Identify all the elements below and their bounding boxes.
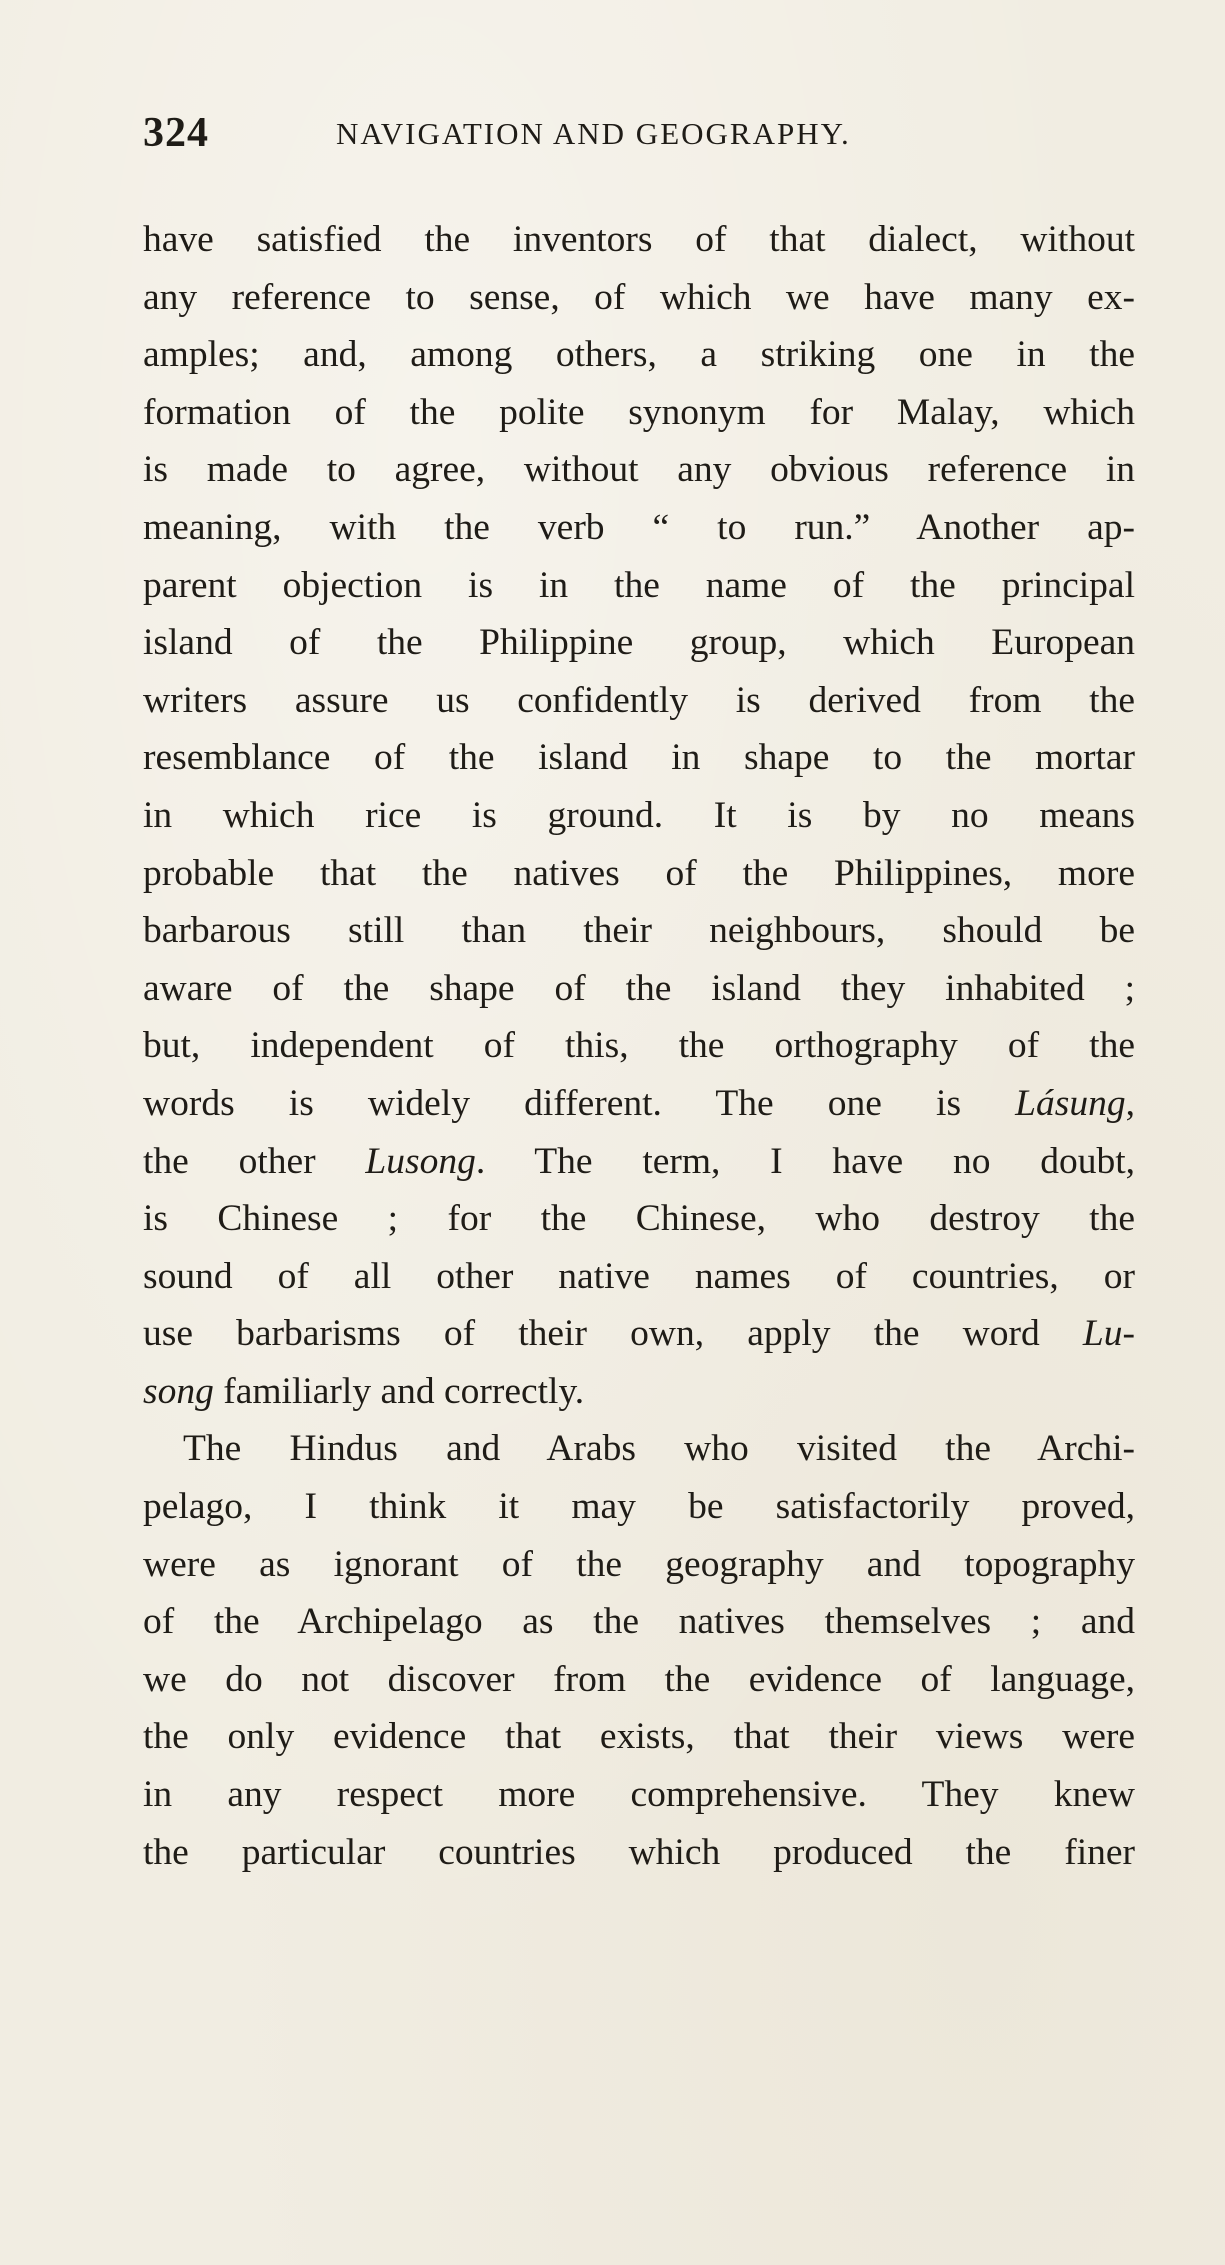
text-run: The Hindus and Arabs who visited the Archi- xyxy=(183,1428,1135,1470)
text-line xyxy=(143,1075,1135,1133)
text-line xyxy=(143,1017,1135,1075)
text-line xyxy=(143,211,1135,269)
text-run: we do not discover from the evidence of language, xyxy=(143,1658,1135,1700)
text-run: words is widely different. The one is xyxy=(143,1082,1016,1124)
text-line xyxy=(143,1651,1135,1709)
text-run: meaning, with the verb “ to run.” Another ap- xyxy=(143,506,1135,548)
text-run: familiarly and correctly. xyxy=(213,1370,585,1412)
text-line xyxy=(143,384,1135,442)
text-line xyxy=(143,1133,1135,1191)
text-run: any reference to sense, of which we have many ex- xyxy=(143,276,1135,318)
text-run: island of the Philippine group, which European xyxy=(143,622,1135,664)
text-run: . The term, I have no doubt, xyxy=(475,1140,1135,1182)
text-run: use barbarisms of their own, apply the word xyxy=(143,1313,1083,1355)
text-run: writers assure us confidently is derived from the xyxy=(143,679,1135,721)
italic-word: Lusong xyxy=(365,1140,476,1182)
text-run: , xyxy=(1125,1082,1135,1124)
text-run: resemblance of the island in shape to the mortar xyxy=(143,737,1135,779)
text-line xyxy=(143,557,1135,615)
text-run: parent objection is in the name of the principal xyxy=(143,564,1135,606)
text-run: of the Archipelago as the natives themselves ; and xyxy=(143,1601,1135,1643)
text-run: amples; and, among others, a striking one in the xyxy=(143,334,1135,376)
text-run: formation of the polite synonym for Malay, which xyxy=(143,391,1135,433)
text-line xyxy=(143,1824,1135,1882)
text-run: probable that the natives of the Philippines, more xyxy=(143,852,1135,894)
text-line xyxy=(143,441,1135,499)
text-line xyxy=(143,1478,1135,1536)
text-line xyxy=(143,1420,1135,1478)
text-line xyxy=(143,1708,1135,1766)
text-line xyxy=(143,1766,1135,1824)
text-run: in any respect more comprehensive. They knew xyxy=(143,1774,1135,1816)
text-line xyxy=(143,499,1135,557)
text-line xyxy=(143,614,1135,672)
text-line xyxy=(143,1363,1135,1421)
text-line xyxy=(143,845,1135,903)
text-run: the particular countries which produced the finer xyxy=(143,1831,1135,1873)
text-run: but, independent of this, the orthography of the xyxy=(143,1025,1135,1067)
text-line xyxy=(143,269,1135,327)
text-run: sound of all other native names of countries, or xyxy=(143,1255,1135,1297)
text-run: in which rice is ground. It is by no means xyxy=(143,794,1135,836)
text-run: barbarous still than their neighbours, should be xyxy=(143,910,1135,952)
italic-word: Lu- xyxy=(1082,1313,1135,1355)
text-run: pelago, I think it may be satisfactorily proved, xyxy=(143,1486,1135,1528)
text-line xyxy=(143,1305,1135,1363)
text-line xyxy=(143,729,1135,787)
text-run: have satisfied the inventors of that dialect, without xyxy=(143,219,1135,260)
text-run: the other xyxy=(143,1140,366,1182)
text-run: were as ignorant of the geography and topography xyxy=(143,1543,1135,1585)
text-line xyxy=(143,1248,1135,1306)
text-line xyxy=(143,672,1135,730)
text-line xyxy=(143,1536,1135,1594)
page-number: 324 xyxy=(143,110,209,156)
text-line xyxy=(143,1593,1135,1651)
text-line xyxy=(143,326,1135,384)
italic-word: Lásung xyxy=(1015,1082,1126,1124)
body-text xyxy=(143,211,1135,1881)
page-header xyxy=(143,108,1063,158)
text-line xyxy=(143,787,1135,845)
italic-word: song xyxy=(143,1370,214,1412)
text-line xyxy=(143,960,1135,1018)
text-run: aware of the shape of the island they inhabited ; xyxy=(143,967,1135,1009)
running-head: NAVIGATION AND GEOGRAPHY. xyxy=(336,116,851,151)
text-run: is made to agree, without any obvious reference in xyxy=(143,449,1135,491)
text-line xyxy=(143,902,1135,960)
text-run: is Chinese ; for the Chinese, who destroy the xyxy=(143,1198,1135,1240)
text-line xyxy=(143,1190,1135,1248)
text-run: the only evidence that exists, that their views were xyxy=(143,1716,1135,1758)
